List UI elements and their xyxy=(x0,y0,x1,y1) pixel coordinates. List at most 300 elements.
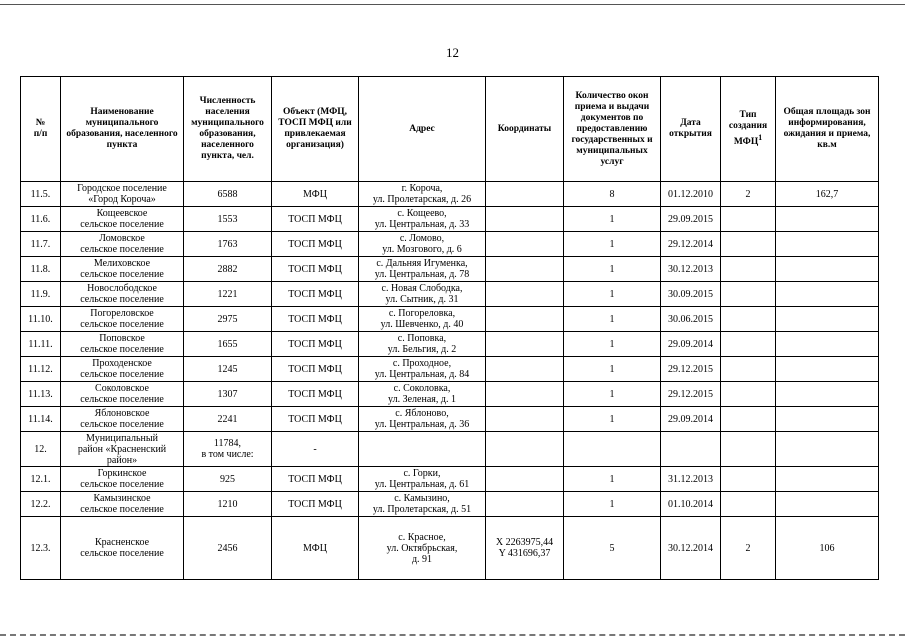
cell-population-pop: 2456 xyxy=(217,542,238,554)
cell-num xyxy=(21,517,61,580)
cell-date-date: 30.12.2014 xyxy=(668,542,713,554)
cell-windows-win: 1 xyxy=(609,288,615,300)
cell-address-addr1: с. Ломово, xyxy=(399,233,445,244)
cell-address xyxy=(359,282,486,307)
cell-name xyxy=(61,492,184,517)
cell-area xyxy=(776,232,879,257)
cell-coords xyxy=(486,382,564,407)
cell-object-obj: МФЦ xyxy=(303,542,327,554)
cell-population xyxy=(184,467,272,492)
cell-num xyxy=(21,492,61,517)
header-date: Дата открытия xyxy=(661,77,721,182)
cell-type xyxy=(721,282,776,307)
cell-address-addr1: с. Горки, xyxy=(403,468,441,479)
cell-name xyxy=(61,257,184,282)
cell-address-addr1: с. Красное, xyxy=(398,531,446,543)
cell-date-date: 31.12.2013 xyxy=(668,473,713,485)
cell-address-addr2: ул. Центральная, д. 84 xyxy=(374,369,470,380)
cell-date xyxy=(661,257,721,282)
cell-num-num: 11.14. xyxy=(28,413,53,425)
cell-name-name2: сельское поселение xyxy=(80,369,164,380)
cell-name-name2: сельское поселение xyxy=(80,419,164,430)
cell-date xyxy=(661,517,721,580)
cell-address-addr1: с. Новая Слободка, xyxy=(381,283,463,294)
cell-name-name2: сельское поселение xyxy=(80,504,164,515)
cell-windows xyxy=(564,382,661,407)
cell-windows xyxy=(564,492,661,517)
table-row xyxy=(21,407,879,432)
cell-name xyxy=(61,182,184,207)
cell-area xyxy=(776,357,879,382)
cell-windows xyxy=(564,332,661,357)
cell-coords xyxy=(486,357,564,382)
cell-num-num: 11.10. xyxy=(28,313,53,325)
cell-name xyxy=(61,407,184,432)
cell-area xyxy=(776,182,879,207)
cell-name-name2: район «Красненский район» xyxy=(77,443,167,466)
cell-address xyxy=(359,432,486,467)
cell-address xyxy=(359,492,486,517)
cell-type xyxy=(721,382,776,407)
cell-area-area: 106 xyxy=(819,542,835,554)
cell-object xyxy=(272,207,359,232)
cell-num-num: 11.12. xyxy=(28,363,53,375)
cell-object-obj: ТОСП МФЦ xyxy=(288,473,342,485)
top-edge-line xyxy=(0,4,905,5)
cell-name-name2: сельское поселение xyxy=(80,344,164,355)
cell-address xyxy=(359,257,486,282)
cell-name-name1: Камызинское xyxy=(93,493,151,504)
cell-name-name2: сельское поселение xyxy=(80,294,164,305)
cell-type xyxy=(721,182,776,207)
cell-population xyxy=(184,517,272,580)
cell-num-num: 12.1. xyxy=(30,473,51,485)
cell-object xyxy=(272,382,359,407)
cell-address-addr1: с. Проходное, xyxy=(392,358,452,369)
cell-windows-win: 1 xyxy=(609,363,615,375)
cell-date-date: 30.06.2015 xyxy=(668,313,713,325)
cell-address-addr1: с. Камызино, xyxy=(394,493,450,504)
cell-num xyxy=(21,182,61,207)
cell-date-date: 01.10.2014 xyxy=(668,498,713,510)
header-address: Адрес xyxy=(359,77,486,182)
cell-windows-win: 1 xyxy=(609,263,615,275)
cell-area xyxy=(776,407,879,432)
cell-name-name2: «Город Короча» xyxy=(88,194,156,205)
cell-address-addr2: ул. Центральная, д. 61 xyxy=(374,479,470,490)
cell-num-num: 11.6. xyxy=(30,213,51,225)
cell-population-pop: 2975 xyxy=(217,313,238,325)
cell-address-addr1: с. Дальняя Игуменка, xyxy=(376,258,468,269)
cell-population-pop: 1763 xyxy=(217,238,238,250)
cell-num-num: 11.9. xyxy=(30,288,51,300)
cell-address xyxy=(359,332,486,357)
cell-population-pop: 1221 xyxy=(217,288,238,300)
cell-date xyxy=(661,407,721,432)
table-row xyxy=(21,357,879,382)
cell-coords xyxy=(486,407,564,432)
cell-coords xyxy=(486,182,564,207)
cell-date xyxy=(661,207,721,232)
cell-name-name2: сельское поселение xyxy=(80,219,164,230)
cell-type xyxy=(721,517,776,580)
cell-date xyxy=(661,182,721,207)
cell-population xyxy=(184,432,272,467)
cell-name xyxy=(61,432,184,467)
cell-date xyxy=(661,492,721,517)
cell-address-addr1: с. Кощеево, xyxy=(397,208,447,219)
cell-windows xyxy=(564,182,661,207)
cell-population xyxy=(184,407,272,432)
cell-num-num: 11.7. xyxy=(30,238,51,250)
cell-name xyxy=(61,207,184,232)
cell-name xyxy=(61,332,184,357)
header-coords: Координаты xyxy=(486,77,564,182)
cell-num xyxy=(21,282,61,307)
cell-type xyxy=(721,357,776,382)
cell-type-type: 2 xyxy=(745,188,751,200)
cell-address xyxy=(359,467,486,492)
cell-date xyxy=(661,432,721,467)
cell-date-date: 01.12.2010 xyxy=(668,188,713,200)
cell-date-date: 29.12.2015 xyxy=(668,388,713,400)
cell-object xyxy=(272,257,359,282)
cell-address-addr2: ул. Бельгия, д. 2 xyxy=(387,344,457,355)
cell-name-name1: Проходенское xyxy=(92,358,152,369)
cell-address xyxy=(359,382,486,407)
cell-address-addr2: ул. Центральная, д. 78 xyxy=(374,269,470,280)
cell-address-addr2: ул. Зеленая, д. 1 xyxy=(388,394,456,405)
header-name: Наименование муниципального образования, населенного пункта xyxy=(61,77,184,182)
cell-windows-win: 1 xyxy=(609,388,615,400)
cell-population xyxy=(184,282,272,307)
header-windows: Количество окон приема и выдачи документов по предоставлению государственных и муниципальных услуг xyxy=(564,77,661,182)
cell-date xyxy=(661,357,721,382)
cell-address-addr2: ул. Пролетарская, д. 51 xyxy=(372,504,472,515)
cell-coords-coords1: X 2263975,44 xyxy=(495,537,554,548)
table-row xyxy=(21,517,879,580)
cell-population-pop: 1210 xyxy=(217,498,238,510)
cell-type xyxy=(721,257,776,282)
cell-coords xyxy=(486,282,564,307)
cell-object-obj: ТОСП МФЦ xyxy=(288,313,342,325)
cell-population xyxy=(184,207,272,232)
cell-area xyxy=(776,257,879,282)
cell-object xyxy=(272,307,359,332)
cell-name-name2: сельское поселение xyxy=(80,548,164,559)
cell-area xyxy=(776,432,879,467)
cell-num xyxy=(21,407,61,432)
cell-num xyxy=(21,382,61,407)
cell-date xyxy=(661,232,721,257)
cell-address xyxy=(359,182,486,207)
cell-population xyxy=(184,232,272,257)
cell-windows xyxy=(564,257,661,282)
cell-address-addr2: ул. Сытник, д. 31 xyxy=(385,294,459,305)
cell-num xyxy=(21,257,61,282)
table-row xyxy=(21,307,879,332)
cell-name-name1: Поповское xyxy=(99,333,145,344)
cell-object-obj: ТОСП МФЦ xyxy=(288,213,342,225)
cell-type xyxy=(721,207,776,232)
cell-area xyxy=(776,332,879,357)
cell-object xyxy=(272,182,359,207)
cell-type xyxy=(721,232,776,257)
cell-population-pop: 11784, xyxy=(213,438,242,449)
cell-address-addr2: ул. Пролетарская, д. 26 xyxy=(372,194,472,205)
cell-num xyxy=(21,467,61,492)
table-row xyxy=(21,432,879,467)
cell-windows-win: 5 xyxy=(609,542,615,554)
cell-name xyxy=(61,517,184,580)
cell-name-name2: сельское поселение xyxy=(80,394,164,405)
cell-type-type: 2 xyxy=(745,542,751,554)
cell-date xyxy=(661,282,721,307)
header-type xyxy=(721,77,776,182)
cell-type xyxy=(721,467,776,492)
cell-coords xyxy=(486,432,564,467)
cell-address-addr1: с. Поповка, xyxy=(397,333,447,344)
cell-date xyxy=(661,382,721,407)
cell-object xyxy=(272,432,359,467)
table-row xyxy=(21,332,879,357)
cell-object-obj: ТОСП МФЦ xyxy=(288,263,342,275)
cell-object xyxy=(272,407,359,432)
cell-name-name1: Яблоновское xyxy=(94,408,150,419)
cell-num xyxy=(21,432,61,467)
header-row xyxy=(21,77,879,182)
cell-area xyxy=(776,382,879,407)
cell-date-date: 29.12.2015 xyxy=(668,363,713,375)
cell-address-addr2: ул. Мозгового, д. 6 xyxy=(382,244,462,255)
cell-object-obj: МФЦ xyxy=(303,188,327,200)
cell-name xyxy=(61,382,184,407)
cell-num-num: 12. xyxy=(34,443,47,455)
cell-object-obj: ТОСП МФЦ xyxy=(288,238,342,250)
cell-coords xyxy=(486,207,564,232)
header-area: Общая площадь зон информирования, ожидания и приема, кв.м xyxy=(776,77,879,182)
cell-num-num: 12.2. xyxy=(30,498,51,510)
cell-population xyxy=(184,307,272,332)
cell-population xyxy=(184,382,272,407)
table-row xyxy=(21,282,879,307)
cell-coords xyxy=(486,467,564,492)
cell-name-name1: Горкинское xyxy=(97,468,147,479)
cell-object xyxy=(272,357,359,382)
cell-object-obj: ТОСП МФЦ xyxy=(288,498,342,510)
cell-name xyxy=(61,232,184,257)
cell-num-num: 11.11. xyxy=(28,338,53,350)
cell-address-addr2: ул. Центральная, д. 33 xyxy=(374,219,470,230)
cell-type xyxy=(721,307,776,332)
cell-date-date: 30.12.2013 xyxy=(668,263,713,275)
cell-num-num: 11.13. xyxy=(28,388,53,400)
cell-name xyxy=(61,282,184,307)
cell-name-name1: Кощеевское xyxy=(96,208,148,219)
cell-object-obj: ТОСП МФЦ xyxy=(288,413,342,425)
table-row xyxy=(21,492,879,517)
cell-population xyxy=(184,492,272,517)
cell-address-addr2: ул. Центральная, д. 36 xyxy=(374,419,470,430)
cell-date-date: 29.09.2014 xyxy=(668,338,713,350)
cell-address xyxy=(359,407,486,432)
cell-num xyxy=(21,332,61,357)
header-num: № п/п xyxy=(21,77,61,182)
header-population: Численность населения муниципального образования, населенного пункта, чел. xyxy=(184,77,272,182)
cell-population-pop: 2241 xyxy=(217,413,238,425)
cell-object-obj: ТОСП МФЦ xyxy=(288,363,342,375)
page-number: 12 xyxy=(446,45,459,60)
cell-object-obj: ТОСП МФЦ xyxy=(288,288,342,300)
table-row xyxy=(21,207,879,232)
header-type-text: Тип создания МФЦ xyxy=(728,109,768,148)
cell-address-addr1: с. Яблоново, xyxy=(395,408,449,419)
cell-num xyxy=(21,357,61,382)
cell-name-name1: Соколовское xyxy=(95,383,149,394)
cell-name-name2: сельское поселение xyxy=(80,269,164,280)
cell-windows-win: 1 xyxy=(609,213,615,225)
cell-coords xyxy=(486,332,564,357)
table-row xyxy=(21,232,879,257)
cell-object xyxy=(272,232,359,257)
cell-type xyxy=(721,432,776,467)
cell-date xyxy=(661,307,721,332)
cell-area xyxy=(776,492,879,517)
cell-windows xyxy=(564,517,661,580)
cell-address xyxy=(359,307,486,332)
cell-population-pop: 1655 xyxy=(217,338,238,350)
cell-windows-win: 1 xyxy=(609,238,615,250)
cell-object-obj: ТОСП МФЦ xyxy=(288,338,342,350)
cell-windows-win: 1 xyxy=(609,413,615,425)
cell-windows-win: 1 xyxy=(609,473,615,485)
cell-windows xyxy=(564,207,661,232)
cell-name xyxy=(61,467,184,492)
cell-name-name2: сельское поселение xyxy=(80,244,164,255)
mfc-table xyxy=(20,76,879,580)
cell-coords xyxy=(486,517,564,580)
cell-name-name1: Городское поселение xyxy=(77,183,167,194)
cell-population xyxy=(184,357,272,382)
bottom-edge-line xyxy=(0,634,905,636)
cell-name-name1: Новослободское xyxy=(87,283,157,294)
cell-address-addr1: с. Погореловка, xyxy=(388,308,456,319)
header-type-footnote: 1 xyxy=(758,132,763,142)
cell-address xyxy=(359,517,486,580)
cell-object-obj: ТОСП МФЦ xyxy=(288,388,342,400)
cell-windows xyxy=(564,467,661,492)
cell-num xyxy=(21,207,61,232)
cell-object xyxy=(272,517,359,580)
cell-area xyxy=(776,207,879,232)
cell-area xyxy=(776,307,879,332)
cell-name xyxy=(61,307,184,332)
cell-population-pop2: в том числе: xyxy=(201,449,254,460)
cell-windows-win: 8 xyxy=(609,188,615,200)
table-row xyxy=(21,382,879,407)
cell-area xyxy=(776,282,879,307)
cell-num xyxy=(21,232,61,257)
cell-address-addr1: г. Короча, xyxy=(401,183,443,194)
cell-num-num: 12.3. xyxy=(30,542,51,554)
cell-population-pop: 6588 xyxy=(217,188,238,200)
cell-coords xyxy=(486,232,564,257)
cell-address-addr1: с. Соколовка, xyxy=(393,383,451,394)
cell-name-name2: сельское поселение xyxy=(80,319,164,330)
cell-name-name1: Мелиховское xyxy=(93,258,151,269)
cell-address-addr3: д. 91 xyxy=(411,553,433,565)
cell-object xyxy=(272,282,359,307)
cell-windows xyxy=(564,407,661,432)
cell-windows xyxy=(564,357,661,382)
cell-address xyxy=(359,357,486,382)
cell-population-pop: 2882 xyxy=(217,263,238,275)
table-row xyxy=(21,467,879,492)
cell-windows xyxy=(564,282,661,307)
cell-population-pop: 1245 xyxy=(217,363,238,375)
cell-type xyxy=(721,332,776,357)
cell-address xyxy=(359,232,486,257)
cell-object xyxy=(272,492,359,517)
cell-num-num: 11.5. xyxy=(30,188,51,200)
cell-population xyxy=(184,332,272,357)
cell-population xyxy=(184,257,272,282)
cell-date-date: 30.09.2015 xyxy=(668,288,713,300)
cell-windows-win: 1 xyxy=(609,338,615,350)
table-body xyxy=(21,182,879,580)
cell-coords xyxy=(486,307,564,332)
cell-population-pop: 1307 xyxy=(217,388,238,400)
table-row xyxy=(21,257,879,282)
cell-address xyxy=(359,207,486,232)
cell-object-obj: - xyxy=(313,443,317,455)
cell-population-pop: 925 xyxy=(220,473,235,485)
cell-date xyxy=(661,332,721,357)
cell-date-date: 29.09.2014 xyxy=(668,413,713,425)
cell-area-area: 162,7 xyxy=(815,188,839,200)
cell-coords-coords2: Y 431696,37 xyxy=(498,548,551,559)
cell-address-addr2: ул. Октябрьская, xyxy=(386,542,458,554)
cell-num-num: 11.8. xyxy=(30,263,51,275)
cell-area xyxy=(776,517,879,580)
cell-object xyxy=(272,467,359,492)
cell-num xyxy=(21,307,61,332)
header-object: Объект (МФЦ, ТОСП МФЦ или привлекаемая организация) xyxy=(272,77,359,182)
cell-type xyxy=(721,492,776,517)
table-row xyxy=(21,182,879,207)
cell-date-date: 29.09.2015 xyxy=(668,213,713,225)
cell-coords xyxy=(486,257,564,282)
cell-address-addr2: ул. Шевченко, д. 40 xyxy=(380,319,464,330)
cell-area xyxy=(776,467,879,492)
cell-windows-win: 1 xyxy=(609,498,615,510)
cell-windows-win: 1 xyxy=(609,313,615,325)
cell-name-name1: Погореловское xyxy=(90,308,154,319)
cell-population-pop: 1553 xyxy=(217,213,238,225)
cell-name-name2: сельское поселение xyxy=(80,479,164,490)
cell-name-name1: Красненское xyxy=(94,537,150,548)
cell-population xyxy=(184,182,272,207)
cell-type xyxy=(721,407,776,432)
cell-name-name1: Муниципальный xyxy=(86,432,158,444)
cell-date xyxy=(661,467,721,492)
cell-date-date: 29.12.2014 xyxy=(668,238,713,250)
cell-name xyxy=(61,357,184,382)
cell-windows xyxy=(564,307,661,332)
cell-name-name1: Ломовское xyxy=(99,233,145,244)
cell-object xyxy=(272,332,359,357)
cell-coords xyxy=(486,492,564,517)
